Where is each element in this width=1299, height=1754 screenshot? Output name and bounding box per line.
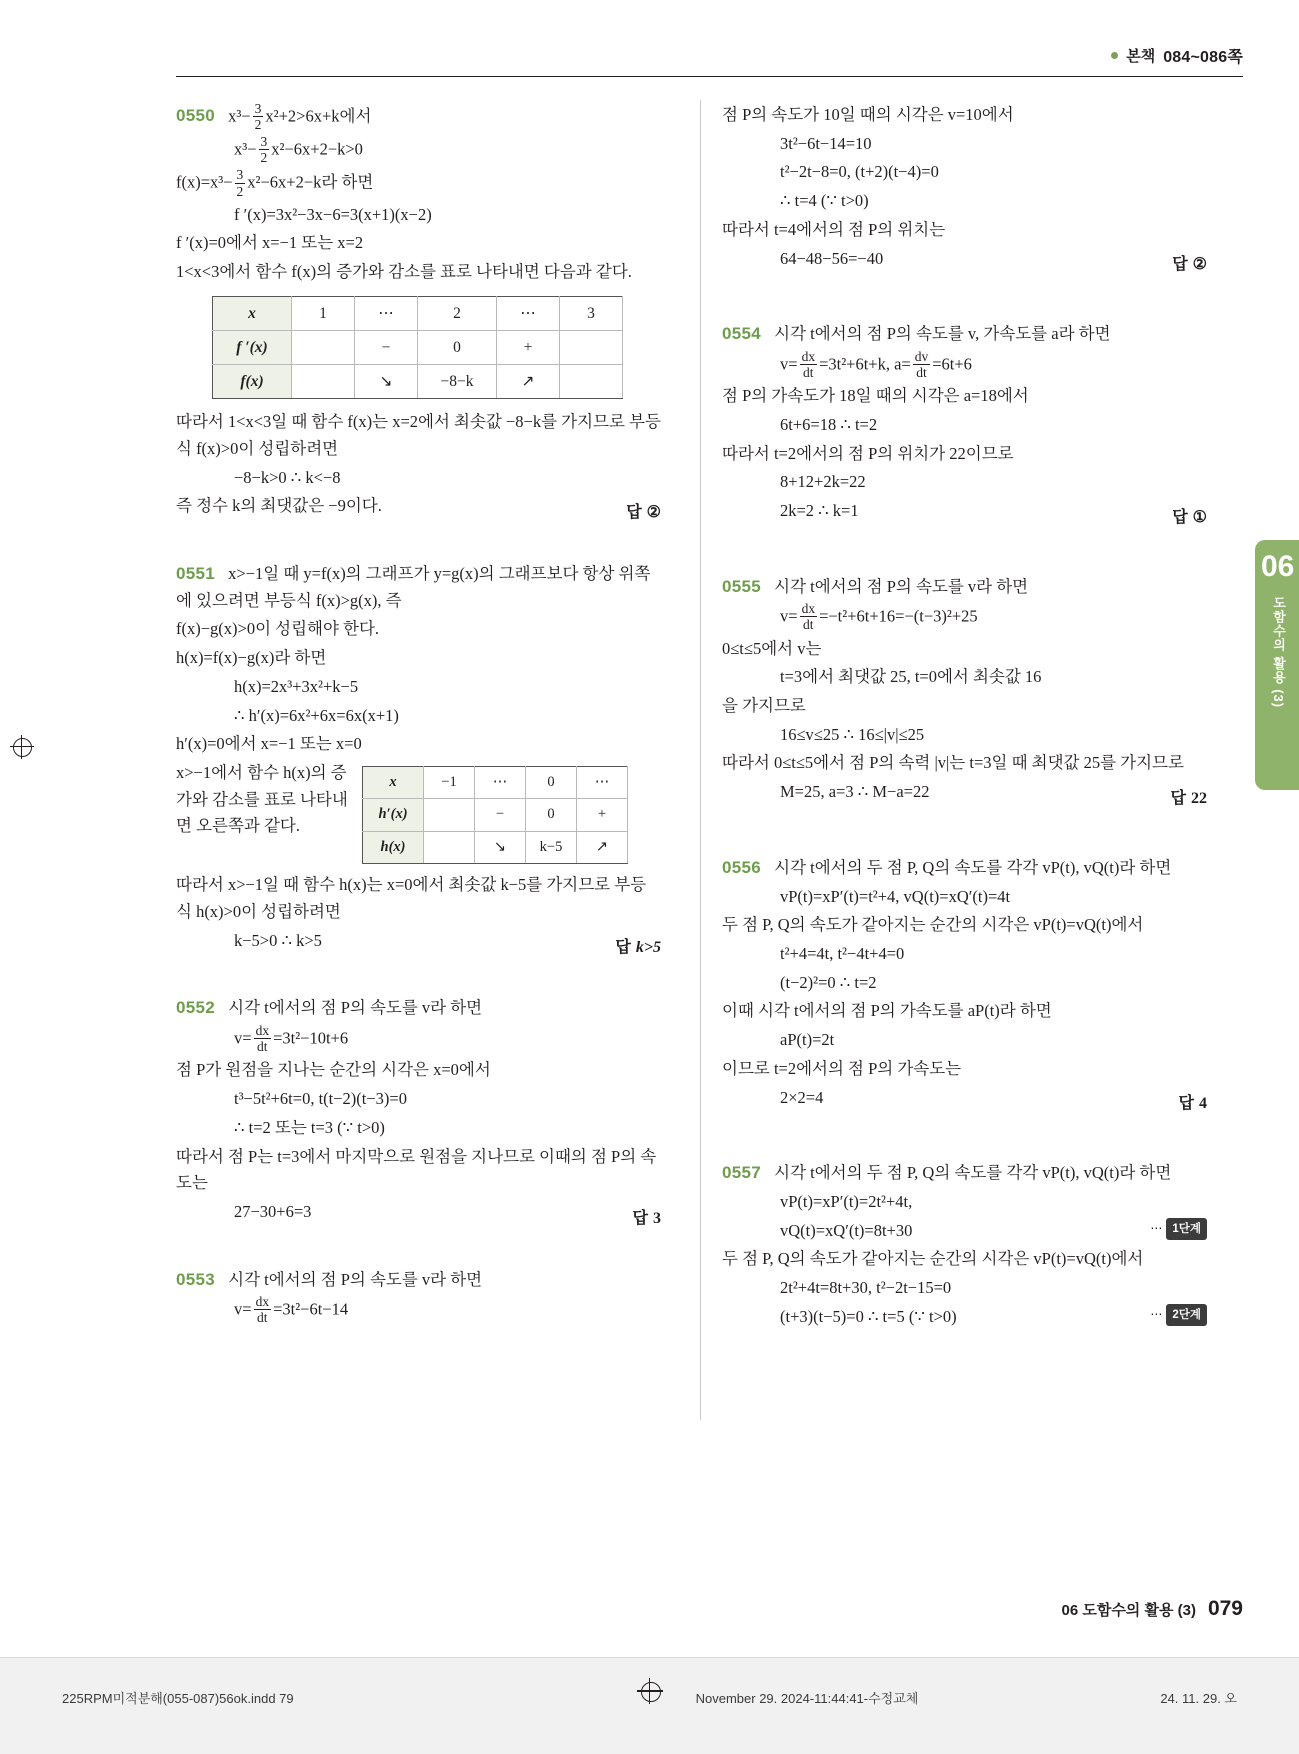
problem-number-0557: 0557 [722, 1163, 762, 1183]
answer-tag-icon: 답 [1170, 789, 1186, 807]
fraction-3-2: $\frac{3}{2}$ [254, 101, 262, 133]
table-cell: f ′(x) [213, 330, 292, 364]
line-text: (t+3)(t−5)=0 ∴ t=5 (∵ t>0) [780, 1306, 957, 1326]
line-text: t²−2t−8=0, (t+2)(t−4)=0 [780, 162, 939, 182]
table-cell: ⋯ [475, 766, 526, 798]
table-cell: ⋯ [497, 296, 560, 330]
line-text: 2t²+4t=8t+30, t²−2t−15=0 [780, 1278, 952, 1298]
fraction-dv-dt: $\frac{dv}{dt}$ [914, 348, 929, 381]
table-cell: 0 [526, 799, 577, 831]
problem-number-0556: 0556 [722, 857, 762, 877]
problem-number-0553: 0553 [176, 1269, 216, 1289]
line-text: 3t²−6t−14=10 [780, 133, 872, 153]
table-cell: f(x) [213, 365, 292, 399]
table-cell [424, 831, 475, 863]
line-text: vP(t)=xP′(t)=2t²+4t, [780, 1191, 913, 1211]
problem-number-0554: 0554 [722, 324, 762, 344]
line-text: 따라서 점 P는 t=3에서 마지막으로 원점을 지나므로 이때의 점 P의 속도는 [176, 1146, 657, 1193]
line-text: v= [780, 606, 798, 626]
line-text: t=3에서 최댓값 25, t=0에서 최솟값 16 [780, 667, 1042, 687]
line-text: =6t+6 [932, 354, 972, 374]
line-text: 0≤t≤5에서 v는 [722, 638, 822, 658]
table-cell: ↘ [475, 831, 526, 863]
line-text: 시각 t에서의 두 점 P, Q의 속도를 각각 vP(t), vQ(t)라 하면 [774, 857, 1172, 877]
line-text: v= [780, 354, 798, 374]
solution-0556 [722, 854, 1207, 1117]
line-text: 시각 t에서의 점 P의 속도를 v라 하면 [774, 576, 1029, 596]
step-badge-1: ⋯ 1단계 [1150, 1218, 1207, 1241]
line-text: t²+4=4t, t²−4t+4=0 [780, 943, 905, 963]
print-info-bar [0, 1657, 1299, 1754]
variation-table-0550 [212, 296, 623, 399]
problem-number-0552: 0552 [176, 998, 216, 1018]
solution-0554 [722, 320, 1207, 530]
line-text: 2k=2 ∴ k=1 [780, 501, 859, 521]
solution-0557 [722, 1159, 1207, 1330]
line-text: h(x)=f(x)−g(x)라 하면 [176, 648, 327, 668]
line-text: x>−1에서 함수 h(x)의 증가와 감소를 표로 나타내면 오른쪽과 같다. [176, 762, 348, 836]
table-cell: h(x) [363, 831, 424, 863]
answer-value: ① [1192, 508, 1207, 526]
header-label: 본책 [1126, 48, 1156, 65]
line-text: v= [234, 1028, 252, 1048]
line-text: 즉 정수 k의 최댓값은 −9이다. [176, 496, 382, 516]
line-text: M=25, a=3 ∴ M−a=22 [780, 782, 930, 802]
line-text: 을 가지므로 [722, 696, 806, 716]
line-text: (t−2)²=0 ∴ t=2 [780, 972, 877, 992]
footer-chapter: 06 도함수의 활용 (3) [1061, 1602, 1196, 1619]
line-text: x²+2>6x+k에서 [265, 106, 372, 126]
line-text: −8−k>0 ∴ k<−8 [234, 467, 341, 487]
line-text: 시각 t에서의 두 점 P, Q의 속도를 각각 vP(t), vQ(t)라 하면 [774, 1163, 1172, 1183]
left-column [176, 100, 661, 1353]
table-cell: 3 [560, 296, 623, 330]
bullet-icon [1111, 52, 1118, 59]
registration-mark-left [10, 735, 34, 759]
side-tab-text: 도함수의 활용 (3) [1271, 596, 1286, 709]
answer-tag-icon: 답 [632, 1209, 648, 1227]
answer-tag-icon: 답 [615, 938, 631, 956]
variation-table-0551 [362, 766, 628, 864]
line-text: 8+12+2k=22 [780, 472, 866, 492]
line-text: ∴ h′(x)=6x²+6x=6x(x+1) [234, 705, 399, 725]
answer-value: ② [646, 504, 661, 522]
line-text: 따라서 t=4에서의 점 P의 위치는 [722, 219, 946, 239]
line-text: =3t²+6t+k, a= [819, 354, 911, 374]
line-text: ∴ t=2 또는 t=3 (∵ t>0) [234, 1117, 385, 1137]
table-cell: 1 [292, 296, 355, 330]
page-footer [176, 1597, 1243, 1621]
line-text: 64−48−56=−40 [780, 248, 884, 268]
table-cell [560, 330, 623, 364]
line-text: 점 P의 속도가 10일 때의 시각은 v=10에서 [722, 105, 1014, 124]
line-text: 시각 t에서의 점 P의 속도를 v, 가속도를 a라 하면 [774, 324, 1111, 344]
table-cell: −8−k [418, 365, 497, 399]
header-rule [176, 76, 1243, 77]
answer-tag-icon: 답 [1178, 1095, 1194, 1113]
fraction-dx-dt: $\frac{dx}{dt}$ [255, 1023, 270, 1055]
line-text: f ′(x)=0에서 x=−1 또는 x=2 [176, 233, 364, 253]
line-text: x³− [234, 139, 257, 159]
line-text: 두 점 P, Q의 속도가 같아지는 순간의 시각은 vP(t)=vQ(t)에서 [722, 1249, 1144, 1269]
print-timestamp: 24. 11. 29. 오 [1160, 1691, 1237, 1706]
line-text: f(x)−g(x)>0이 성립해야 한다. [176, 619, 380, 639]
answer-tag-icon: 답 [1172, 508, 1188, 526]
table-cell [560, 365, 623, 399]
table-cell [424, 799, 475, 831]
line-text: 따라서 1<x<3일 때 함수 f(x)는 x=2에서 최솟값 −8−k를 가지므로 부등식 f(x)>0이 성립하려면 [176, 412, 661, 458]
line-text: f(x)=x³− [176, 172, 233, 192]
answer-value: 3 [653, 1209, 661, 1227]
line-text: 따라서 x>−1일 때 함수 h(x)는 x=0에서 최솟값 k−5를 가지므로 부등식 h(x)>0이 성립하려면 [176, 875, 647, 922]
line-text: 점 P의 가속도가 18일 때의 시각은 a=18에서 [722, 386, 1029, 406]
table-cell: ↘ [355, 365, 418, 399]
table-cell: ↗ [497, 365, 560, 399]
table-cell: ⋯ [577, 766, 628, 798]
line-text: 이므로 t=2에서의 점 P의 가속도는 [722, 1058, 962, 1078]
right-column [722, 100, 1207, 1357]
fraction-dx-dt: $\frac{dx}{dt}$ [801, 601, 816, 633]
text-with-table-0551 [176, 760, 661, 870]
line-text: x>−1일 때 y=f(x)의 그래프가 y=g(x)의 그래프보다 항상 위쪽에 있으려면 부등식 f(x)>g(x), 즉 [176, 563, 651, 610]
table-cell: 2 [418, 296, 497, 330]
table-cell: −1 [424, 766, 475, 798]
table-cell: ↗ [577, 831, 628, 863]
table-cell [292, 365, 355, 399]
line-text: aP(t)=2t [780, 1030, 835, 1050]
line-text: =3t²−10t+6 [273, 1028, 349, 1048]
line-text: =3t²−6t−14 [273, 1299, 349, 1319]
print-date: November 29. 2024-11:44:41-수정교체 [695, 1691, 919, 1706]
line-text: 따라서 t=2에서의 점 P의 위치가 22이므로 [722, 443, 1014, 463]
answer-value: k>5 [635, 938, 661, 956]
print-file-name: 225RPM미적분해(055-087)56ok.indd 79 [62, 1691, 294, 1706]
line-text: t³−5t²+6t=0, t(t−2)(t−3)=0 [234, 1089, 407, 1109]
table-cell: − [355, 330, 418, 364]
table-cell: + [577, 799, 628, 831]
line-text: 두 점 P, Q의 속도가 같아지는 순간의 시각은 vP(t)=vQ(t)에서 [722, 915, 1144, 935]
line-text: 시각 t에서의 점 P의 속도를 v라 하면 [228, 998, 483, 1018]
answer-tag-icon: 답 [626, 504, 642, 522]
answer-value: 22 [1191, 789, 1207, 807]
fraction-3-2: $\frac{3}{2}$ [260, 134, 268, 166]
line-text: 6t+6=18 ∴ t=2 [780, 414, 878, 434]
step-badge-2: ⋯ 2단계 [1150, 1304, 1207, 1327]
side-tab-number: 06 [1261, 550, 1295, 583]
page-header [1111, 44, 1243, 67]
solution-0553 [176, 1266, 661, 1327]
solution-0552 [176, 994, 661, 1231]
table-cell: k−5 [526, 831, 577, 863]
step-label: 1단계 [1166, 1218, 1207, 1241]
fraction-dx-dt: $\frac{dx}{dt}$ [801, 348, 816, 381]
table-cell: 0 [526, 766, 577, 798]
solution-0551 [176, 560, 661, 961]
table-cell [292, 330, 355, 364]
fraction-dx-dt: $\frac{dx}{dt}$ [255, 1294, 270, 1326]
table-cell: x [213, 296, 292, 330]
footer-page-number: 079 [1207, 1597, 1243, 1620]
table-cell: x [363, 766, 424, 798]
line-text: 이때 시각 t에서의 점 P의 가속도를 aP(t)라 하면 [722, 1001, 1052, 1021]
line-text: f ′(x)=3x²−3x−6=3(x+1)(x−2) [234, 204, 432, 224]
table-cell: ⋯ [355, 296, 418, 330]
line-text: vQ(t)=xQ′(t)=8t+30 [780, 1220, 913, 1240]
table-cell: 0 [418, 330, 497, 364]
solution-0555 [722, 573, 1207, 812]
answer-value: 4 [1199, 1095, 1207, 1113]
problem-number-0555: 0555 [722, 576, 762, 596]
line-text: x²−6x+2−k>0 [271, 139, 363, 159]
line-text: 시각 t에서의 점 P의 속도를 v라 하면 [228, 1269, 483, 1289]
answer-value: ② [1192, 256, 1207, 274]
line-text: h′(x)=0에서 x=−1 또는 x=0 [176, 734, 362, 754]
solution-0553-cont [722, 102, 1207, 278]
table-cell: h′(x) [363, 799, 424, 831]
line-text: 따라서 0≤t≤5에서 점 P의 속력 |v|는 t=3일 때 최댓값 25를 가지므로 [722, 753, 1184, 773]
line-text: ∴ t=4 (∵ t>0) [780, 191, 869, 211]
line-text: 1<x<3에서 함수 f(x)의 증가와 감소를 표로 나타내면 다음과 같다. [176, 262, 632, 282]
step-label: 2단계 [1166, 1304, 1207, 1327]
problem-number-0551: 0551 [176, 563, 216, 583]
table-cell: + [497, 330, 560, 364]
answer-tag-icon: 답 [1172, 256, 1188, 274]
line-text: k−5>0 ∴ k>5 [234, 930, 322, 950]
line-text: h(x)=2x³+3x²+k−5 [234, 676, 359, 696]
table-cell: − [475, 799, 526, 831]
fraction-3-2: $\frac{3}{2}$ [236, 167, 244, 199]
line-text: 2×2=4 [780, 1087, 824, 1107]
header-pages: 084~086쪽 [1163, 49, 1243, 66]
line-text: 점 P가 원점을 지나는 순간의 시각은 x=0에서 [176, 1060, 491, 1080]
line-text: x²−6x+2−k라 하면 [247, 172, 374, 192]
line-text: =−t²+6t+16=−(t−3)²+25 [819, 606, 978, 626]
problem-number-0550: 0550 [176, 106, 216, 126]
line-text: x³− [228, 106, 251, 126]
line-text: 27−30+6=3 [234, 1202, 312, 1221]
column-divider [700, 100, 701, 1420]
solution-0550 [176, 102, 661, 526]
line-text: v= [234, 1299, 252, 1319]
line-text: vP(t)=xP′(t)=t²+4, vQ(t)=xQ′(t)=4t [780, 886, 1011, 906]
line-text: 16≤v≤25 ∴ 16≤|v|≤25 [780, 724, 925, 744]
chapter-side-tab [1255, 540, 1299, 790]
